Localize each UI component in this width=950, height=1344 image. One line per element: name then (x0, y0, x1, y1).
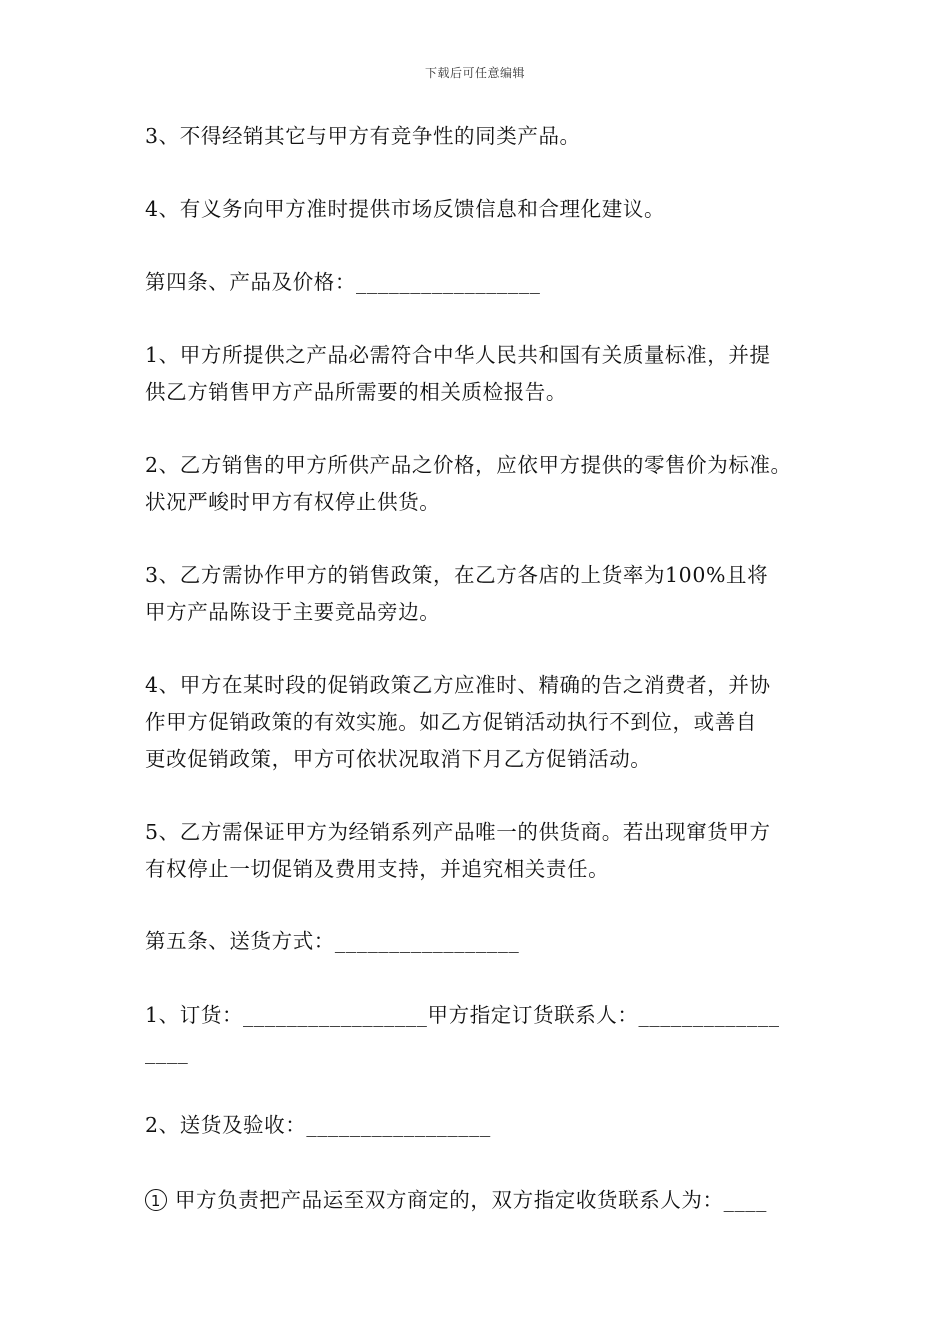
text-line: 状况严峻时甲方有权停止供货。 (145, 490, 441, 514)
section-heading-article-4 (145, 264, 825, 301)
paragraph-article-4-item-5 (145, 814, 825, 888)
text-line: 1、甲方所提供之产品必需符合中华人民共和国有关质量标准，并提 (145, 343, 771, 367)
text-line: 4、甲方在某时段的促销政策乙方应准时、精确的告之消费者，并协 (145, 673, 771, 697)
text-line: 4、有义务向甲方准时提供市场反馈信息和合理化建议。 (145, 197, 666, 221)
paragraph-obligation-4 (145, 191, 825, 228)
paragraph-obligation-3 (145, 118, 825, 155)
section-heading-article-5 (145, 923, 825, 960)
paragraph-article-4-item-2 (145, 447, 825, 521)
text-line: 有权停止一切促销及费用支持，并追究相关责任。 (145, 857, 610, 881)
paragraph-article-5-item-1 (145, 997, 825, 1071)
paragraph-article-5-item-2 (145, 1107, 825, 1144)
page-header: 下载后可任意编辑 (424, 66, 525, 80)
paragraph-article-4-item-1 (145, 337, 825, 411)
paragraph-article-4-item-4 (145, 667, 825, 778)
text-line: 3、乙方需协作甲方的销售政策，在乙方各店的上货率为100%且将 (145, 563, 769, 587)
text-line: 甲方产品陈设于主要竞品旁边。 (145, 600, 441, 624)
text-line: 5、乙方需保证甲方为经销系列产品唯一的供货商。若出现窜货甲方 (145, 820, 771, 844)
text-line: 第四条、产品及价格：_________________ (145, 270, 541, 294)
paragraph-article-5-subitem-1 (145, 1182, 825, 1219)
text-line: 3、不得经销其它与甲方有竞争性的同类产品。 (145, 124, 581, 148)
text-line: ____ (145, 1040, 189, 1064)
text-line: 作甲方促销政策的有效实施。如乙方促销活动执行不到位，或善自 (145, 710, 757, 734)
text-line: 2、送货及验收：_________________ (145, 1113, 491, 1137)
text-line: 1、订货：_________________甲方指定订货联系人：_____________ (145, 1003, 780, 1027)
text-line: 供乙方销售甲方产品所需要的相关质检报告。 (145, 380, 567, 404)
text-line-content: 甲方负责把产品运至双方商定的，双方指定收货联系人为：____ (175, 1188, 767, 1212)
text-line: 第五条、送货方式：_________________ (145, 929, 520, 953)
text-line: 2、乙方销售的甲方所供产品之价格，应依甲方提供的零售价为标准。 (145, 453, 792, 477)
text-line: 更改促销政策，甲方可依状况取消下月乙方促销活动。 (145, 747, 652, 771)
text-line (145, 1182, 825, 1219)
paragraph-article-4-item-3 (145, 557, 825, 631)
circled-number-marker: 1 (145, 1189, 167, 1211)
